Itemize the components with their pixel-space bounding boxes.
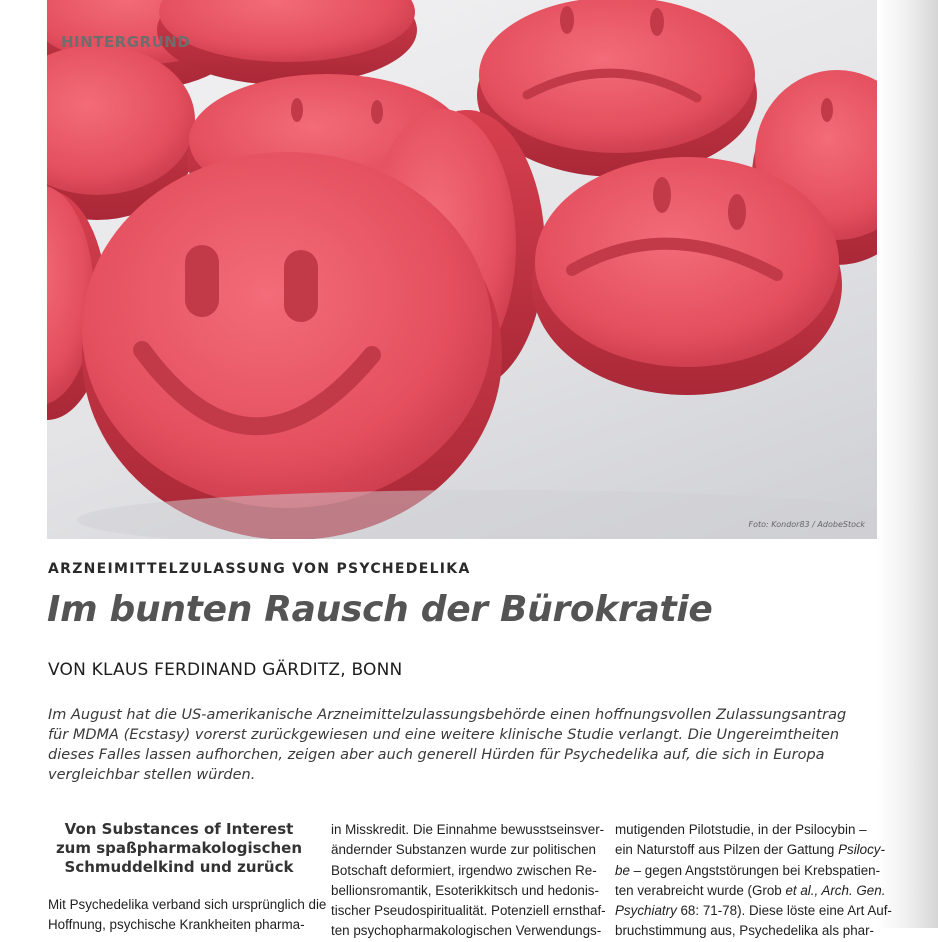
article-byline: VON KLAUS FERDINAND GÄRDITZ, BONN	[48, 660, 403, 680]
text-line	[615, 881, 886, 901]
text-run: ten verabreicht wurde (Grob	[615, 882, 786, 898]
text-line: ändernder Substanzen wurde zur politischen	[331, 842, 597, 858]
lead-line: vergleichbar stellen würden.	[48, 767, 256, 783]
subheading-line: zum spaßpharmakologischen	[55, 839, 303, 857]
text-line	[615, 901, 892, 921]
article-title: Im bunten Rausch der Bürokratie	[47, 589, 713, 630]
column-1	[48, 820, 327, 936]
article-lead	[48, 705, 848, 785]
text-line: ten psychopharmakologischen Verwendungs-	[331, 923, 602, 939]
subheading	[48, 820, 310, 877]
pills-illustration	[47, 0, 877, 539]
column-2	[331, 820, 606, 942]
italic-run: Psilocy-	[838, 842, 885, 858]
text-line: Botschaft deformiert, irgendwo zwischen Re-	[331, 862, 597, 878]
text-line: bruchstimmung aus, Psychedelika als phar-	[615, 923, 875, 939]
subheading-line: Schmuddelkind und zurück	[64, 858, 294, 876]
text-line: in Misskredit. Die Einnahme bewusstseinsver-	[331, 822, 605, 837]
text-line: tischer Pseudospiritualität. Potenziell ernsthaf-	[331, 903, 606, 919]
italic-run: Psychiatry	[615, 903, 677, 919]
text-line	[615, 840, 885, 860]
text-line: bellionsromantik, Esoterikkitsch und hedonis-	[331, 882, 599, 898]
lead-line: Im August hat die US-amerikanische Arzneimittelzulassungsbehörde einen hoffnungsvollen Zulassungsantrag	[48, 707, 847, 723]
italic-run: et al., Arch. Gen.	[785, 882, 886, 898]
italic-run: be	[615, 862, 630, 878]
text-line: Mit Psychedelika verband sich ursprünglich die	[48, 897, 327, 912]
lead-line: für MDMA (Ecstasy) vorerst zurückgewiesen und eine weitere klinische Studie verlangt. Die Ungereimtheiten	[48, 727, 840, 743]
subheading-line: Von Substances of Interest	[64, 820, 294, 838]
column-3	[615, 820, 892, 942]
page-edge-shadow	[878, 0, 938, 928]
text-line: Hoffnung, psychische Krankheiten pharma-	[48, 917, 305, 933]
pill-right-sad	[532, 157, 842, 395]
section-label: HINTERGRUND	[61, 33, 191, 51]
text-line	[615, 861, 881, 881]
photo-credit: Foto: Kondor83 / AdobeStock	[748, 520, 865, 529]
text-run: ein Naturstoff aus Pilzen der Gattung	[615, 842, 839, 858]
text-run: – gegen Angststörungen bei Krebspatien-	[629, 862, 881, 878]
text-line: mutigenden Pilotstudie, in der Psilocybin –	[615, 822, 867, 837]
text-run: 68: 71-78). Diese löste eine Art Auf-	[676, 903, 892, 919]
article-kicker: ARZNEIMITTELZULASSUNG VON PSYCHEDELIKA	[48, 561, 471, 577]
lead-line: dieses Falles lassen aufhorchen, zeigen aber auch generell Hürden für Psychedelika auf, die sich in Europa	[48, 747, 825, 763]
hero-photo	[47, 0, 877, 539]
